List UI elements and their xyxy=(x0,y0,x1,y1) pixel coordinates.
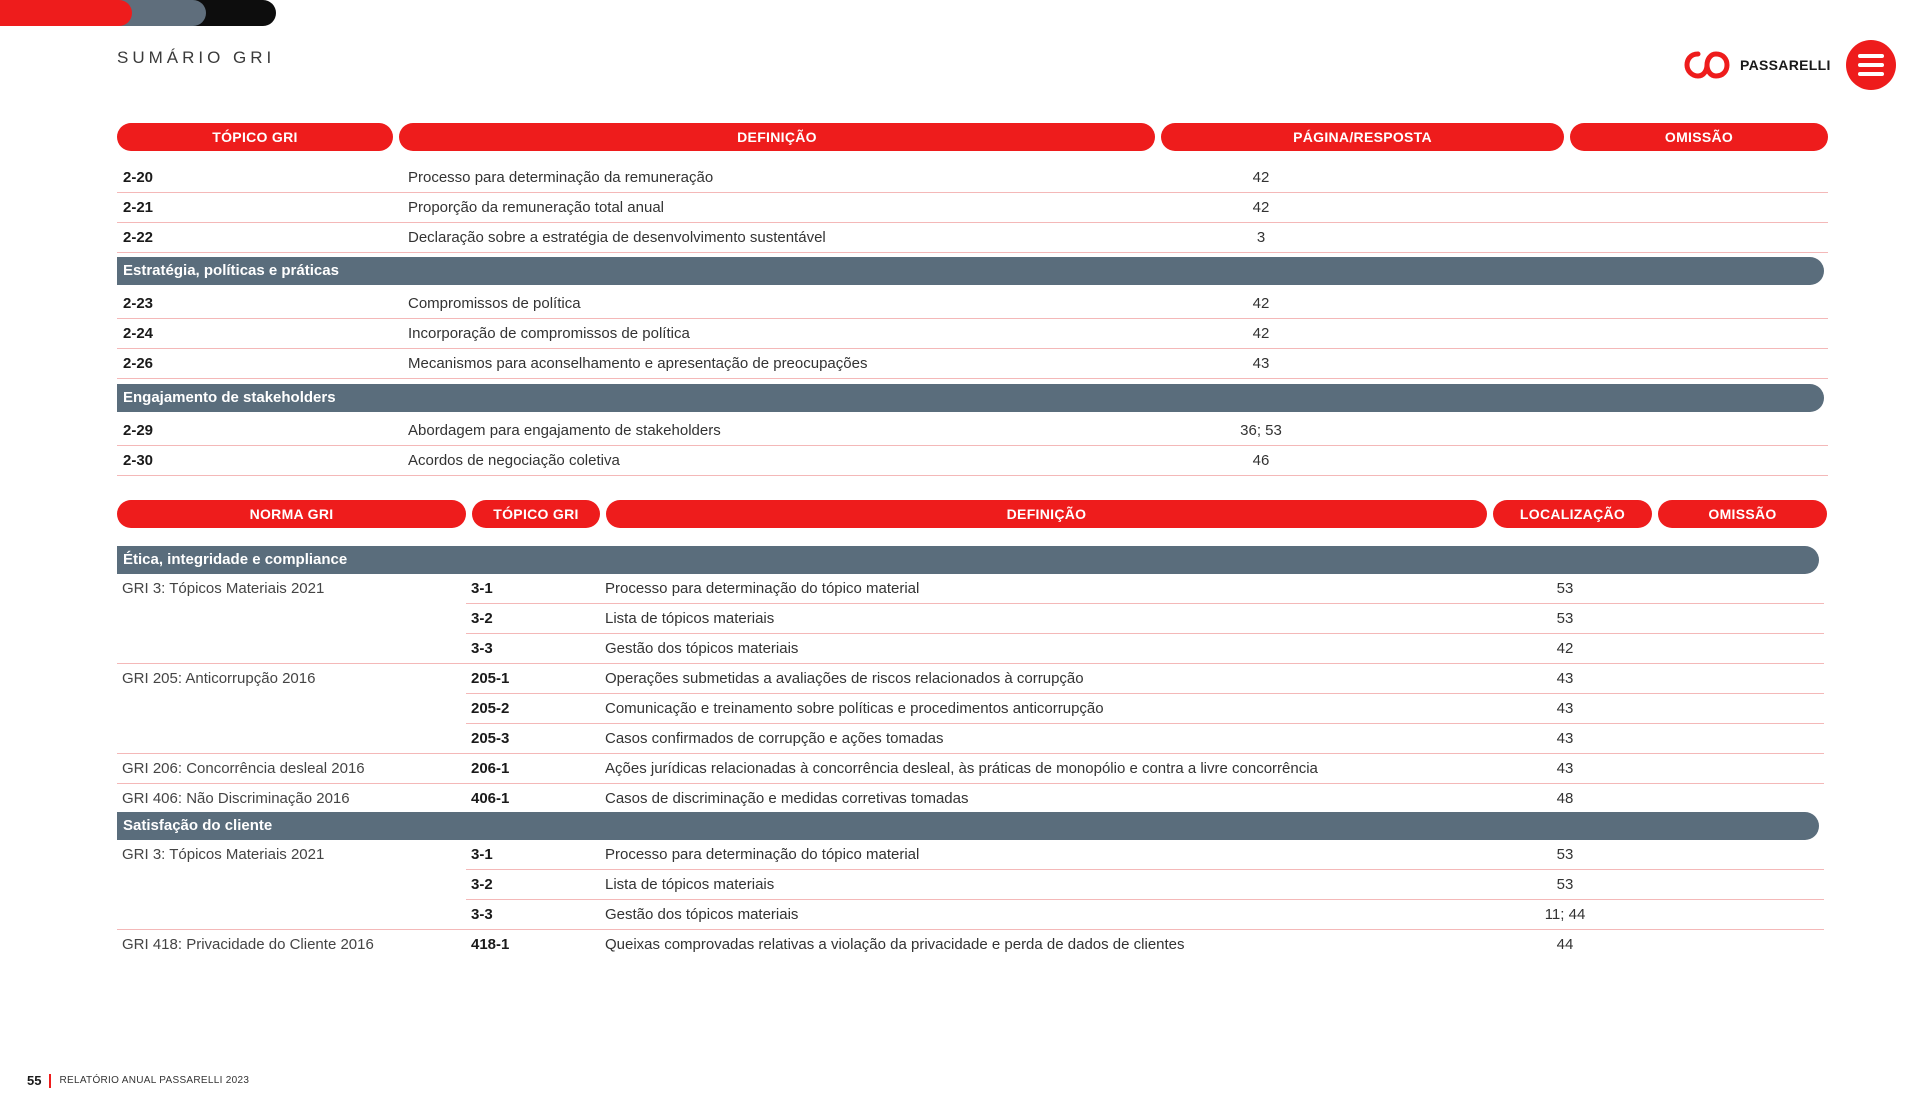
definition: Queixas comprovadas relativas a violação da privacidade e perda de dados de clientes xyxy=(605,936,1185,953)
table-row xyxy=(117,634,1824,664)
gri-standard: GRI 206: Concorrência desleal 2016 xyxy=(122,760,365,777)
topic-code: 3-1 xyxy=(471,846,493,863)
table-row xyxy=(466,604,1824,634)
topic-code: 205-3 xyxy=(471,730,510,747)
topic-code: 406-1 xyxy=(471,790,510,807)
header-topico-gri: TÓPICO GRI xyxy=(117,123,393,151)
location-reference: 42 xyxy=(1556,640,1574,657)
table-row xyxy=(117,446,1828,476)
table-row xyxy=(117,349,1828,379)
topic-code: 2-23 xyxy=(123,295,154,312)
brand-name: PASSARELLI xyxy=(1740,57,1831,73)
page-reference: 42 xyxy=(1252,325,1270,342)
table-row xyxy=(117,900,1824,930)
document-title: RELATÓRIO ANUAL PASSARELLI 2023 xyxy=(59,1075,250,1086)
topic-code: 418-1 xyxy=(471,936,510,953)
page-reference: 46 xyxy=(1252,452,1270,469)
definition: Compromissos de política xyxy=(408,295,581,312)
definition: Abordagem para engajamento de stakeholders xyxy=(408,422,721,439)
topic-code: 3-2 xyxy=(471,876,493,893)
footer-divider xyxy=(49,1074,51,1088)
table-row xyxy=(466,870,1824,900)
hamburger-menu-button[interactable] xyxy=(1846,40,1896,90)
menu-line-icon xyxy=(1858,63,1884,67)
location-reference: 53 xyxy=(1556,876,1574,893)
header-omissao: OMISSÃO xyxy=(1570,123,1828,151)
progress-segment-red xyxy=(0,0,132,26)
table-row xyxy=(466,694,1824,724)
header-definicao: DEFINIÇÃO xyxy=(399,123,1155,151)
table-row xyxy=(117,193,1828,223)
header-pagina-resposta: PÁGINA/RESPOSTA xyxy=(1161,123,1564,151)
definition: Gestão dos tópicos materiais xyxy=(605,640,799,657)
gri-standard: GRI 418: Privacidade do Cliente 2016 xyxy=(122,936,374,953)
definition: Processo para determinação da remuneração xyxy=(408,169,714,186)
topic-code: 206-1 xyxy=(471,760,510,777)
location-reference: 53 xyxy=(1556,580,1574,597)
table-row xyxy=(466,840,1824,870)
topic-code: 3-3 xyxy=(471,906,493,923)
table-row xyxy=(117,163,1828,193)
topic-code: 2-20 xyxy=(123,169,154,186)
location-reference: 43 xyxy=(1556,760,1574,777)
topic-code: 2-30 xyxy=(123,452,154,469)
group-header-customer-satisfaction: Satisfação do cliente xyxy=(117,812,1819,840)
definition: Lista de tópicos materiais xyxy=(605,876,775,893)
brand xyxy=(1684,48,1831,82)
gri-standard: GRI 406: Não Discriminação 2016 xyxy=(122,790,350,807)
topic-code: 3-1 xyxy=(471,580,493,597)
menu-line-icon xyxy=(1858,54,1884,58)
table-row xyxy=(117,784,1824,814)
header-norma-gri: NORMA GRI xyxy=(117,500,466,528)
definition: Declaração sobre a estratégia de desenvolvimento sustentável xyxy=(408,229,826,246)
definition: Mecanismos para aconselhamento e apresentação de preocupações xyxy=(408,355,868,372)
page-title: SUMÁRIO GRI xyxy=(117,48,276,67)
menu-line-icon xyxy=(1858,72,1884,76)
topic-code: 3-2 xyxy=(471,610,493,627)
location-reference: 44 xyxy=(1556,936,1574,953)
definition: Processo para determinação do tópico material xyxy=(605,580,920,597)
location-reference: 43 xyxy=(1556,670,1574,687)
definition: Processo para determinação do tópico material xyxy=(605,846,920,863)
group-header-strategy: Estratégia, políticas e práticas xyxy=(117,257,1824,285)
topic-code: 2-24 xyxy=(123,325,154,342)
header-omissao: OMISSÃO xyxy=(1658,500,1827,528)
topic-code: 2-26 xyxy=(123,355,154,372)
table-row xyxy=(117,724,1824,754)
table-row xyxy=(117,416,1828,446)
page-reference: 3 xyxy=(1256,229,1266,246)
location-reference: 11; 44 xyxy=(1544,906,1586,923)
group-header-ethics: Ética, integridade e compliance xyxy=(117,546,1819,574)
table-row xyxy=(466,574,1824,604)
definition: Comunicação e treinamento sobre políticas e procedimentos anticorrupção xyxy=(605,700,1104,717)
header-definicao: DEFINIÇÃO xyxy=(606,500,1487,528)
definition: Lista de tópicos materiais xyxy=(605,610,775,627)
location-reference: 53 xyxy=(1556,846,1574,863)
definition: Incorporação de compromissos de política xyxy=(408,325,690,342)
page-reference: 42 xyxy=(1252,169,1270,186)
topic-code: 2-29 xyxy=(123,422,154,439)
header-topico-gri: TÓPICO GRI xyxy=(472,500,600,528)
passarelli-infinity-logo-icon xyxy=(1684,48,1730,82)
definition: Proporção da remuneração total anual xyxy=(408,199,664,216)
topic-code: 2-21 xyxy=(123,199,154,216)
definition: Casos de discriminação e medidas corretivas tomadas xyxy=(605,790,969,807)
gri-standard: GRI 3: Tópicos Materiais 2021 xyxy=(122,580,325,597)
header-localizacao: LOCALIZAÇÃO xyxy=(1493,500,1652,528)
topic-code: 205-2 xyxy=(471,700,510,717)
gri-standard: GRI 205: Anticorrupção 2016 xyxy=(122,670,316,687)
gri-standard: GRI 3: Tópicos Materiais 2021 xyxy=(122,846,325,863)
page-reference: 42 xyxy=(1252,199,1270,216)
table-row xyxy=(117,930,1824,960)
definition: Casos confirmados de corrupção e ações tomadas xyxy=(605,730,944,747)
location-reference: 48 xyxy=(1556,790,1574,807)
table-row xyxy=(117,223,1828,253)
page-reference: 43 xyxy=(1252,355,1270,372)
table-row xyxy=(466,664,1824,694)
page-reference: 36; 53 xyxy=(1240,422,1282,439)
location-reference: 53 xyxy=(1556,610,1574,627)
definition: Operações submetidas a avaliações de riscos relacionados à corrupção xyxy=(605,670,1084,687)
definition: Gestão dos tópicos materiais xyxy=(605,906,799,923)
location-reference: 43 xyxy=(1556,700,1574,717)
page-footer xyxy=(27,1073,249,1088)
table-row xyxy=(117,754,1824,784)
definition: Ações jurídicas relacionadas à concorrência desleal, às práticas de monopólio e contra a livre concorrência xyxy=(605,760,1318,777)
definition: Acordos de negociação coletiva xyxy=(408,452,620,469)
topic-code: 2-22 xyxy=(123,229,154,246)
table-row xyxy=(117,289,1828,319)
page-number: 55 xyxy=(27,1073,42,1088)
page-reference: 42 xyxy=(1252,295,1270,312)
group-header-engagement: Engajamento de stakeholders xyxy=(117,384,1824,412)
topic-code: 3-3 xyxy=(471,640,493,657)
topic-code: 205-1 xyxy=(471,670,510,687)
location-reference: 43 xyxy=(1556,730,1574,747)
table-row xyxy=(117,319,1828,349)
